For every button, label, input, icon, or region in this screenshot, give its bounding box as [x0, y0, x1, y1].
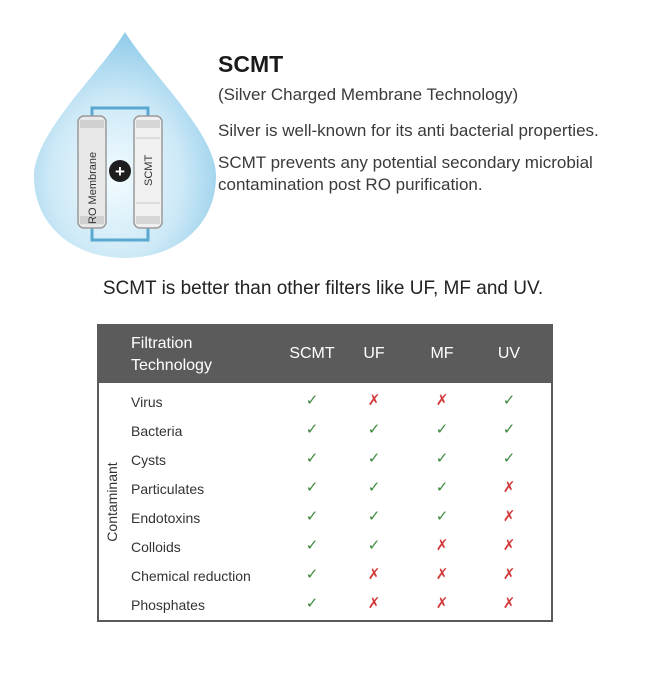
column-header-scmt: SCMT	[289, 345, 335, 362]
contaminant-name: Phosphates	[131, 597, 205, 613]
check-icon-scmt: ✓	[305, 479, 319, 496]
check-icon-uf: ✓	[367, 537, 381, 554]
check-icon-scmt: ✓	[305, 392, 319, 409]
check-icon-uf: ✓	[367, 421, 381, 438]
cross-icon-uf: ✗	[367, 392, 381, 409]
cross-icon-uv: ✗	[502, 566, 516, 583]
cross-icon-mf: ✗	[435, 392, 449, 409]
check-icon-mf: ✓	[435, 450, 449, 467]
check-icon-scmt: ✓	[305, 595, 319, 612]
table-row	[99, 417, 551, 446]
contaminant-axis-label: Contaminant	[104, 461, 120, 542]
table-row	[99, 475, 551, 504]
description-paragraph-1: Silver is well-known for its anti bacterial properties.	[218, 121, 599, 140]
contaminant-name: Particulates	[131, 481, 205, 497]
cross-icon-uf: ✗	[367, 595, 381, 612]
cross-icon-mf: ✗	[435, 566, 449, 583]
section-subtitle: (Silver Charged Membrane Technology)	[218, 85, 519, 104]
check-icon-scmt: ✓	[305, 566, 319, 583]
check-icon-mf: ✓	[435, 508, 449, 525]
scmt-cartridge-label: SCMT	[143, 154, 155, 186]
water-drop-shape	[34, 32, 216, 258]
check-icon-scmt: ✓	[305, 537, 319, 554]
ro-membrane-cartridge	[78, 116, 106, 228]
contaminant-name: Chemical reduction	[131, 568, 251, 584]
cross-icon-uv: ✗	[502, 508, 516, 525]
table-row	[99, 562, 551, 591]
column-header-uv: UV	[497, 345, 521, 362]
table-row	[99, 533, 551, 562]
check-icon-uf: ✓	[367, 450, 381, 467]
check-icon-uf: ✓	[367, 479, 381, 496]
svg-text:+: +	[115, 162, 125, 181]
comparison-headline: SCMT is better than other filters like UF, MF and UV.	[102, 278, 544, 299]
table-header	[99, 326, 551, 383]
table-row	[99, 504, 551, 533]
cross-icon-uv: ✗	[502, 479, 516, 496]
cross-icon-uv: ✗	[502, 595, 516, 612]
check-icon-uv: ✓	[502, 421, 516, 438]
contaminant-name: Virus	[131, 394, 163, 410]
check-icon-uf: ✓	[367, 508, 381, 525]
check-icon-uv: ✓	[502, 392, 516, 409]
table-row	[99, 388, 551, 417]
section-title: SCMT	[218, 51, 284, 77]
table-row	[99, 591, 551, 620]
check-icon-uv: ✓	[502, 450, 516, 467]
cross-icon-mf: ✗	[435, 595, 449, 612]
column-header-mf: MF	[430, 345, 454, 362]
scmt-description	[218, 50, 628, 206]
cross-icon-mf: ✗	[435, 537, 449, 554]
check-icon-scmt: ✓	[305, 508, 319, 525]
check-icon-mf: ✓	[435, 421, 449, 438]
table-row	[99, 446, 551, 475]
water-drop-illustration	[30, 28, 220, 260]
cross-icon-uf: ✗	[367, 566, 381, 583]
contaminant-name: Endotoxins	[131, 510, 201, 526]
check-icon-scmt: ✓	[305, 450, 319, 467]
scmt-cartridge	[134, 116, 162, 228]
comparison-table	[97, 324, 553, 622]
ro-membrane-label: RO Membrane	[87, 151, 99, 224]
description-paragraph-2: SCMT prevents any potential secondary microbial contamination post RO purification.	[218, 153, 593, 194]
cross-icon-uv: ✗	[502, 537, 516, 554]
contaminant-name: Colloids	[131, 539, 181, 555]
header-filtration-technology: Filtration Technology	[131, 335, 212, 374]
contaminant-name: Cysts	[131, 452, 166, 468]
check-icon-scmt: ✓	[305, 421, 319, 438]
check-icon-mf: ✓	[435, 479, 449, 496]
contaminant-name: Bacteria	[131, 423, 183, 439]
column-header-uf: UF	[363, 345, 385, 362]
hero-section	[0, 0, 646, 270]
